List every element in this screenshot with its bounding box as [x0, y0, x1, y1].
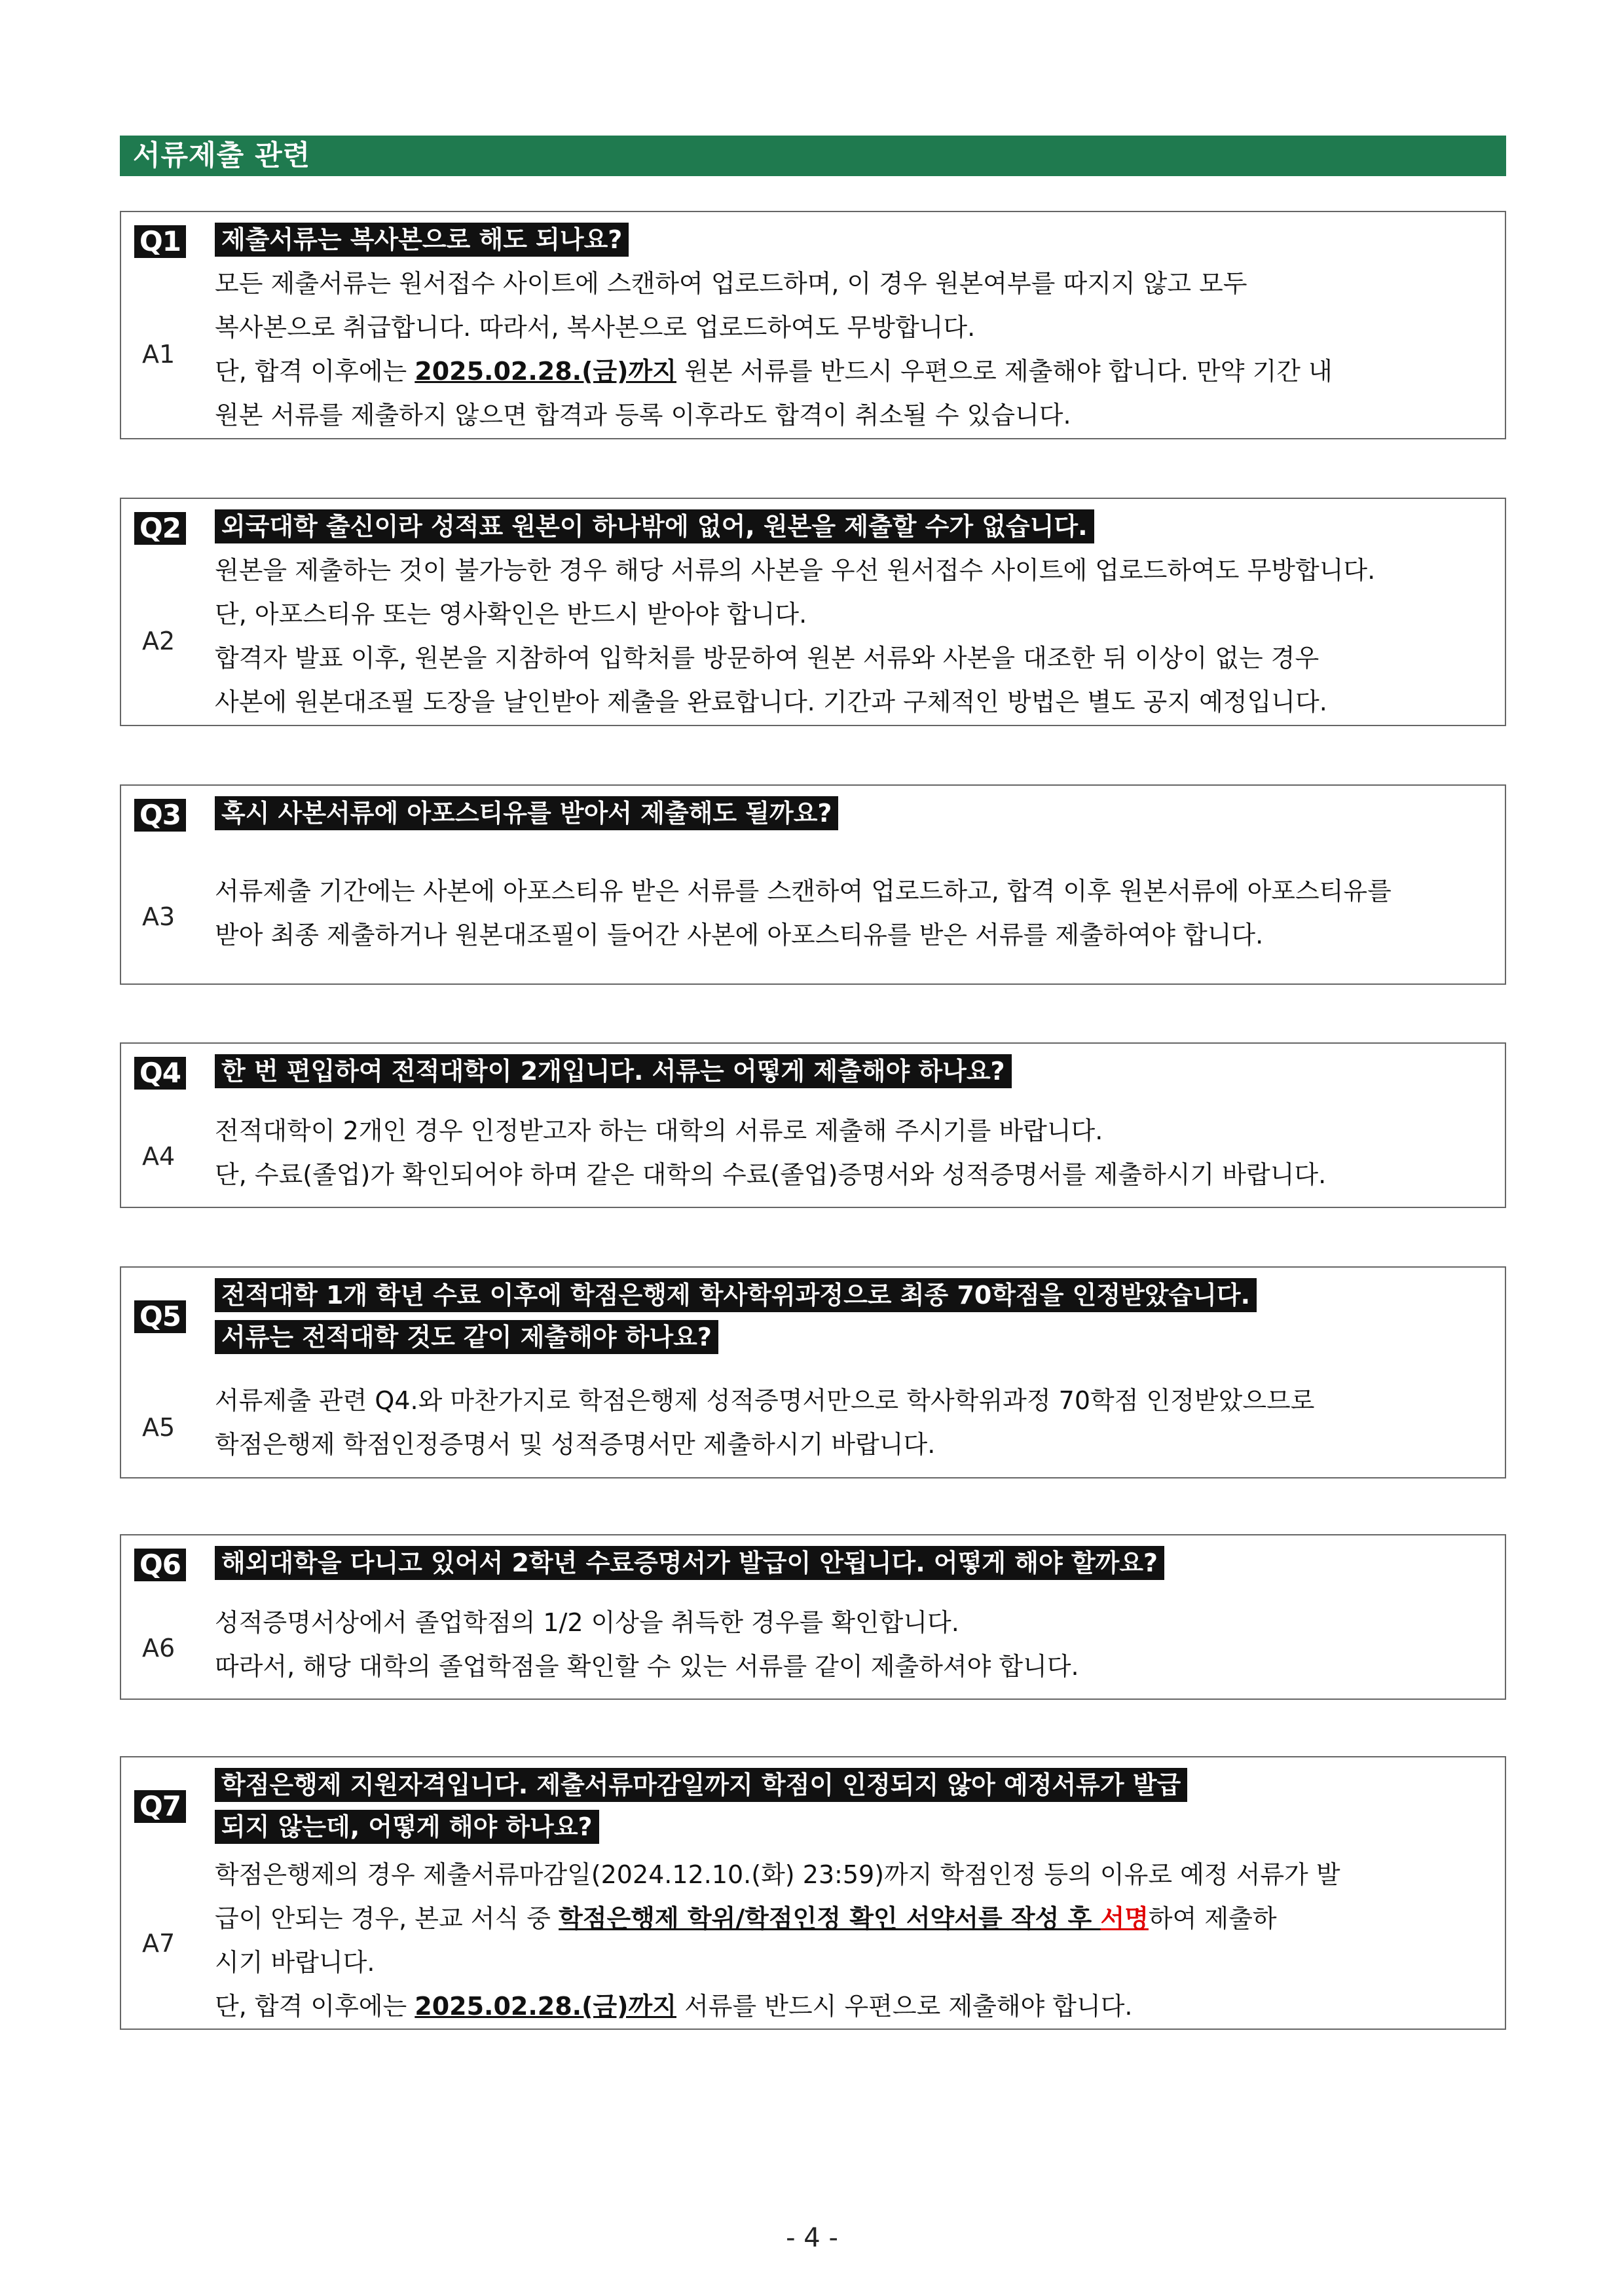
answer-line: 단, 아포스티유 또는 영사확인은 반드시 받아야 합니다. — [215, 600, 807, 629]
question-line: 학점은행제 지원자격입니다. 제출서류마감일까지 학점이 인정되지 않아 예정서류가 발급 — [215, 1768, 1187, 1802]
answer-text — [215, 1853, 1492, 2029]
qa-block-4 — [120, 1042, 1506, 1208]
answer-line: 받아 최종 제출하거나 원본대조필이 들어간 사본에 아포스티유를 받은 서류를 제출하여야 합니다. — [215, 921, 1264, 949]
question-line: 외국대학 출신이라 성적표 원본이 하나밖에 없어, 원본을 제출할 수가 없습니다. — [215, 509, 1094, 543]
answer-line: 성적증명서상에서 졸업학점의 1/2 이상을 취득한 경우를 확인합니다. — [215, 1608, 959, 1637]
question-line: 되지 않는데, 어떻게 해야 하나요? — [215, 1810, 599, 1844]
answer-line: 합격자 발표 이후, 원본을 지참하여 입학처를 방문하여 원본 서류와 사본을 대조한 뒤 이상이 없는 경우 — [215, 644, 1320, 672]
answer-label: A6 — [142, 1634, 175, 1662]
pledge-instruction: 학점은행제 학위/학점인정 확인 서약서를 작성 후 — [559, 1904, 1101, 1933]
page-number: - 4 - — [786, 2223, 838, 2253]
answer-line: 단, 수료(졸업)가 확인되어야 하며 같은 대학의 수료(졸업)증명서와 성적증명서를 제출하시기 바랍니다. — [215, 1160, 1327, 1189]
answer-label: A3 — [142, 902, 175, 931]
answer-text — [215, 262, 1492, 437]
answer-line: 급이 안되는 경우, 본교 서식 중 학점은행제 학위/학점인정 확인 서약서를 작성 후 서명하여 제출하 — [215, 1904, 1277, 1933]
question-label: Q5 — [134, 1300, 186, 1333]
answer-text — [215, 1601, 1492, 1689]
deadline-date: 2025.02.28.(금)까지 — [415, 357, 676, 386]
answer-label: A7 — [142, 1929, 175, 1958]
signature-emphasis: 서명 — [1100, 1904, 1149, 1933]
answer-label: A1 — [142, 340, 175, 369]
qa-block-2 — [120, 498, 1506, 726]
question-text — [215, 223, 1492, 265]
qa-block-3 — [120, 784, 1506, 985]
answer-line: 따라서, 해당 대학의 졸업학점을 확인할 수 있는 서류를 같이 제출하셔야 합니다. — [215, 1652, 1079, 1681]
qa-block-6 — [120, 1534, 1506, 1700]
question-label: Q7 — [134, 1790, 186, 1823]
question-label: Q3 — [134, 799, 186, 832]
question-label: Q6 — [134, 1549, 186, 1581]
question-line: 혹시 사본서류에 아포스티유를 받아서 제출해도 될까요? — [215, 796, 838, 830]
question-text — [215, 509, 1492, 551]
answer-text — [215, 1379, 1492, 1467]
question-text — [215, 1054, 1492, 1096]
question-line: 서류는 전적대학 것도 같이 제출해야 하나요? — [215, 1320, 718, 1354]
answer-label: A5 — [142, 1413, 175, 1442]
question-text — [215, 1768, 1492, 1852]
answer-line: 학점은행제의 경우 제출서류마감일(2024.12.10.(화) 23:59)까지 학점인정 등의 이유로 예정 서류가 발 — [215, 1860, 1340, 1889]
question-label: Q1 — [134, 225, 186, 258]
answer-line: 복사본으로 취급합니다. 따라서, 복사본으로 업로드하여도 무방합니다. — [215, 313, 976, 342]
answer-text — [215, 870, 1492, 957]
deadline-date: 2025.02.28.(금)까지 — [415, 1992, 676, 2021]
question-text — [215, 796, 1492, 838]
answer-line: 서류제출 관련 Q4.와 마찬가지로 학점은행제 성적증명서만으로 학사학위과정 70학점 인정받았으므로 — [215, 1386, 1315, 1415]
question-line: 전적대학 1개 학년 수료 이후에 학점은행제 학사학위과정으로 최종 70학점을 인정받았습니다. — [215, 1278, 1257, 1312]
answer-line: 모든 제출서류는 원서접수 사이트에 스캔하여 업로드하며, 이 경우 원본여부를 따지지 않고 모두 — [215, 269, 1247, 298]
question-line: 해외대학을 다니고 있어서 2학년 수료증명서가 발급이 안됩니다. 어떻게 해야 할까요? — [215, 1546, 1164, 1580]
question-text — [215, 1278, 1492, 1362]
answer-label: A2 — [142, 627, 175, 655]
qa-block-7 — [120, 1756, 1506, 2030]
qa-block-5 — [120, 1266, 1506, 1478]
qa-block-1 — [120, 211, 1506, 439]
answer-line: 원본을 제출하는 것이 불가능한 경우 해당 서류의 사본을 우선 원서접수 사이트에 업로드하여도 무방합니다. — [215, 556, 1376, 585]
question-text — [215, 1546, 1492, 1588]
section-title: 서류제출 관련 — [120, 136, 1506, 176]
answer-line: 학점은행제 학점인정증명서 및 성적증명서만 제출하시기 바랍니다. — [215, 1430, 936, 1459]
answer-line: 단, 합격 이후에는 2025.02.28.(금)까지 서류를 반드시 우편으로 제출해야 합니다. — [215, 1992, 1133, 2021]
answer-text — [215, 549, 1492, 724]
answer-line: 단, 합격 이후에는 2025.02.28.(금)까지 원본 서류를 반드시 우편으로 제출해야 합니다. 만약 기간 내 — [215, 357, 1333, 386]
question-label: Q4 — [134, 1057, 186, 1090]
question-label: Q2 — [134, 512, 186, 545]
question-line: 한 번 편입하여 전적대학이 2개입니다. 서류는 어떻게 제출해야 하나요? — [215, 1054, 1012, 1088]
answer-line: 사본에 원본대조필 도장을 날인받아 제출을 완료합니다. 기간과 구체적인 방법은 별도 공지 예정입니다. — [215, 688, 1327, 716]
answer-line: 원본 서류를 제출하지 않으면 합격과 등록 이후라도 합격이 취소될 수 있습니다. — [215, 401, 1071, 430]
answer-line: 전적대학이 2개인 경우 인정받고자 하는 대학의 서류로 제출해 주시기를 바랍니다. — [215, 1116, 1103, 1145]
answer-line: 서류제출 기간에는 사본에 아포스티유 받은 서류를 스캔하여 업로드하고, 합격 이후 원본서류에 아포스티유를 — [215, 877, 1392, 906]
answer-text — [215, 1109, 1492, 1197]
answer-label: A4 — [142, 1142, 175, 1171]
question-line: 제출서류는 복사본으로 해도 되나요? — [215, 223, 629, 257]
answer-line: 시기 바랍니다. — [215, 1948, 375, 1977]
